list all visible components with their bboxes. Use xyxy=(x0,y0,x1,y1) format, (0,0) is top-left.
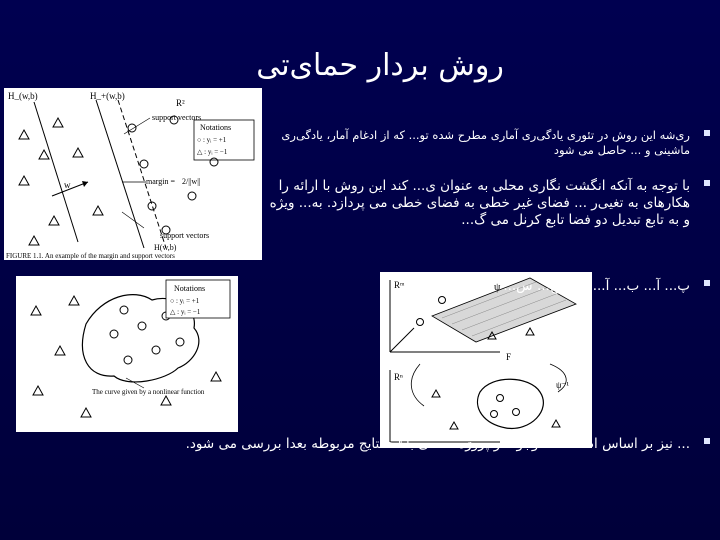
fig2-notations-title: Notations xyxy=(174,284,206,293)
slide-title: روش بردار حمای‌تی xyxy=(256,48,504,83)
fig1-h-label: H(w,b) xyxy=(154,243,177,252)
fig1-w-label: w xyxy=(64,180,71,190)
fig1-h-minus-label: H_(w,b) xyxy=(8,91,38,101)
figure-mapping-svg xyxy=(380,272,592,448)
bullet-square-icon xyxy=(704,180,710,186)
fig2-curve-caption: The curve given by a nonlinear function xyxy=(92,388,205,396)
figure-curve-svg xyxy=(16,276,238,432)
bullet-text: پ... آ... ب... آ... ت... ح... س... xyxy=(503,278,690,294)
fig1-support-vectors-top: support vectors xyxy=(152,113,202,122)
fig2-notation-minus: △ : yᵢ = −1 xyxy=(170,308,201,316)
bullet-square-icon xyxy=(704,130,710,136)
fig1-h-plus-label: H_+(w,b) xyxy=(90,91,125,101)
fig3-f-label: F xyxy=(506,352,512,362)
fig1-notation-minus: △ : yᵢ = −1 xyxy=(197,148,228,156)
bullet-text: با توجه به آنکه انگشت نگاری محلی به عنوان ی... کند این روش با ارائه را هکارهای به تغیی‌ر ... فضای غیر خطی به فضای خطی می پردازد. به... ویژه و به تابع تبدیل دو فضا تابع کرنل می گ... xyxy=(269,178,690,228)
fig1-notations-title: Notations xyxy=(200,123,232,132)
bullet-square-icon xyxy=(704,438,710,444)
fig1-caption: FIGURE 1.1. An example of the margin and support vectors xyxy=(6,252,175,260)
fig3-space-bottom: Rⁿ xyxy=(394,372,403,382)
figure-margin-support-vectors xyxy=(4,88,262,260)
fig3-psi: ψ xyxy=(494,282,501,293)
bullet-item xyxy=(260,178,690,229)
fig1-space-label: R² xyxy=(176,98,185,108)
bullet-item xyxy=(260,128,690,158)
bullet-text: ... نیز بر اساس اطلاعات موجود در پروژه ... می باشد نتایج مربوطه بعدا بررسی می شود. xyxy=(185,436,690,452)
fig1-notation-plus: ○ : yᵢ = +1 xyxy=(197,136,227,144)
fig1-margin-label: margin = xyxy=(146,177,176,186)
bullet-item xyxy=(260,278,690,295)
bullet-square-icon xyxy=(704,280,710,286)
fig3-space-top: Rᵐ xyxy=(394,280,405,290)
fig3-psi-inverse: ψ⁻¹ xyxy=(556,380,570,390)
fig2-notation-plus: ○ : yᵢ = +1 xyxy=(170,297,200,305)
figure-nonlinear-curve xyxy=(16,276,238,432)
fig1-margin-value: 2/||w|| xyxy=(182,177,201,186)
bullet-item xyxy=(50,436,690,453)
bullet-text: ری‌شه این روش در تئوری یادگی‌ری آماری مطرح شده تو... که از ادغام آمار، یادگی‌ری ماشینی و ... حاصل می شود xyxy=(281,128,690,157)
figure-feature-mapping xyxy=(380,272,592,448)
figure-margin-svg xyxy=(4,88,262,260)
fig1-support-vectors-bottom: support vectors xyxy=(160,231,210,240)
